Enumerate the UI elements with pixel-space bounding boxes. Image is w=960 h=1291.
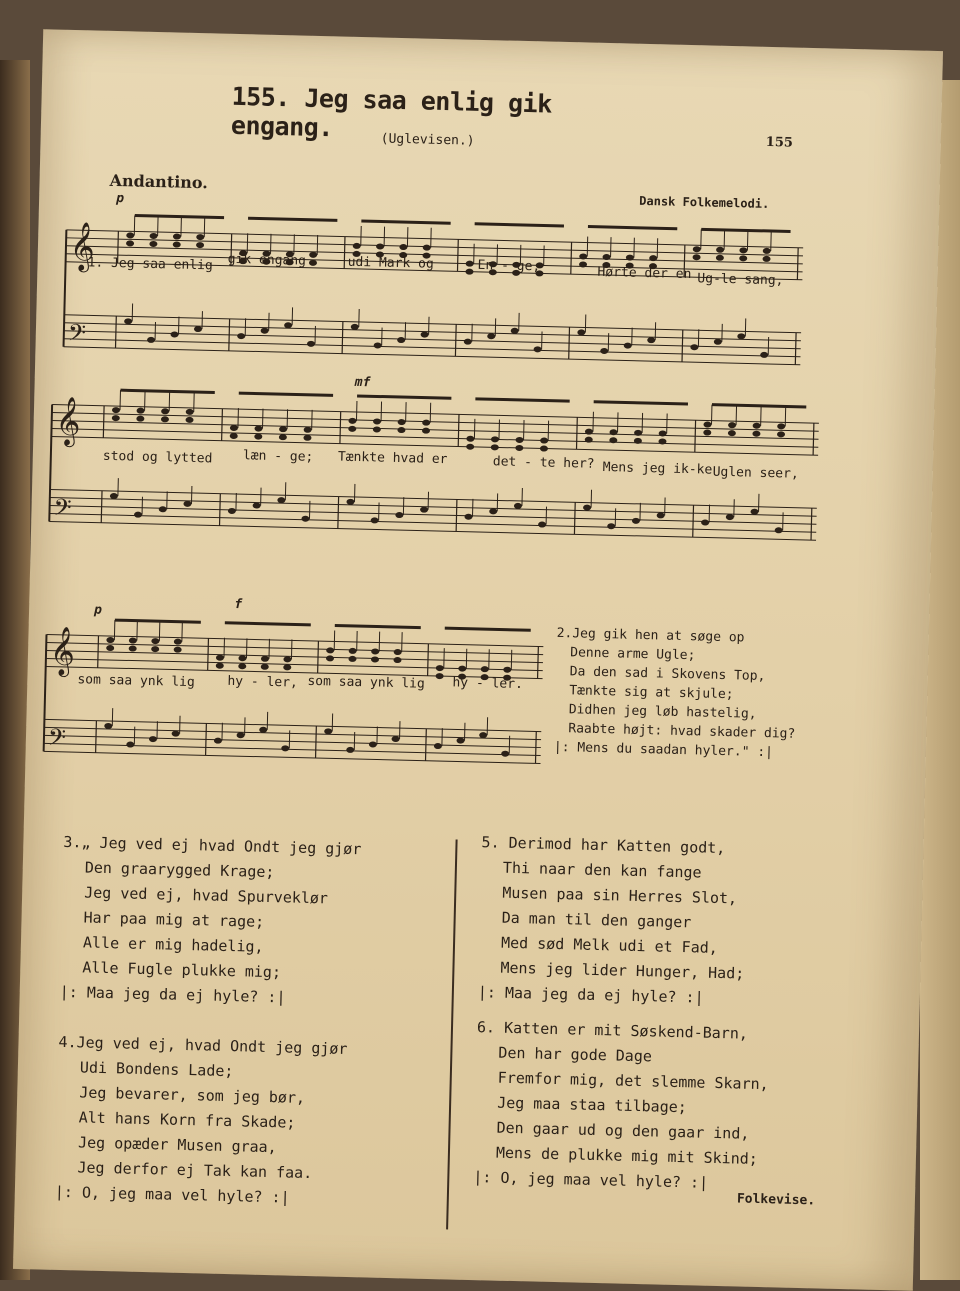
bass-note <box>726 514 734 520</box>
bass-note <box>228 508 236 514</box>
bass-note <box>501 751 509 757</box>
bass-barline <box>795 333 796 365</box>
treble-note <box>126 232 134 238</box>
system-bracket <box>64 230 67 347</box>
note-beam <box>588 227 677 229</box>
treble-barline <box>428 644 429 676</box>
bass-note <box>760 352 768 358</box>
verse-5-line-7: |: Maa jeg da ej hyle? :| <box>478 980 744 1011</box>
verse-3-line-7: |: Maa jeg da ej hyle? :| <box>59 980 358 1012</box>
treble-note <box>703 421 711 427</box>
lyric-s1-4: En - ge, <box>477 258 540 275</box>
note-beam <box>135 215 224 217</box>
note-beam <box>225 623 311 625</box>
lyric-s2-5: Mens jeg ik-ke <box>603 460 713 478</box>
treble-note <box>348 426 356 432</box>
treble-barline <box>571 242 572 274</box>
bass-note <box>172 731 180 737</box>
bass-clef-icon: 𝄢 <box>67 319 86 352</box>
bass-note <box>647 337 655 343</box>
treble-note <box>161 408 169 414</box>
treble-note <box>373 418 381 424</box>
staff-system-1-svg <box>55 200 809 378</box>
bass-note <box>690 344 698 350</box>
treble-note <box>422 428 430 434</box>
bass-staff-line <box>64 347 801 365</box>
verse-3 <box>59 830 361 1012</box>
treble-barline <box>103 406 104 438</box>
treble-note <box>349 648 357 654</box>
verse-4-line-5: Jeg opæder Musen graa, <box>56 1130 346 1162</box>
lyric-s3-1: som saa ynk lig <box>77 672 195 690</box>
verse-5-line-2: Thi naar den kan fange <box>481 855 747 886</box>
treble-note <box>106 637 114 643</box>
bass-note <box>183 501 191 507</box>
note-beam <box>115 620 201 622</box>
bass-note <box>534 346 542 352</box>
bass-note <box>511 328 519 334</box>
treble-note <box>216 663 224 669</box>
treble-staff-line <box>52 421 819 440</box>
bass-note <box>583 505 591 511</box>
treble-note <box>136 416 144 422</box>
treble-note <box>283 656 291 662</box>
treble-barline <box>457 239 458 271</box>
treble-note <box>515 445 523 451</box>
verse-5 <box>478 830 748 1011</box>
lyric-s2-1: stod og lytted <box>103 449 213 467</box>
treble-note <box>397 427 405 433</box>
bass-note <box>261 328 269 334</box>
bass-note <box>110 493 118 499</box>
bass-staff-line <box>64 339 801 357</box>
bass-note <box>307 341 315 347</box>
note-beam <box>475 224 564 226</box>
bass-note <box>346 747 354 753</box>
bass-note <box>538 521 546 527</box>
treble-note <box>326 647 334 653</box>
bass-note <box>487 333 495 339</box>
verse-4-line-2: Udi Bondens Lade; <box>58 1055 348 1087</box>
treble-note <box>481 666 489 672</box>
treble-note <box>196 242 204 248</box>
treble-note <box>716 247 724 253</box>
treble-note <box>515 437 523 443</box>
treble-note <box>348 656 356 662</box>
treble-note <box>540 437 548 443</box>
treble-barline <box>577 417 578 449</box>
lyric-s2-3: Tænkte hvad er <box>338 450 448 468</box>
treble-note <box>752 431 760 437</box>
treble-note <box>326 655 334 661</box>
note-beam <box>120 390 214 392</box>
verse-5-line-4: Da man til den ganger <box>479 905 745 936</box>
treble-note <box>137 408 145 414</box>
treble-note <box>739 255 747 261</box>
dynamic-f: f <box>234 597 242 612</box>
treble-note <box>466 444 474 450</box>
verse-2-line-5: Didhen jeg løb hastelig, <box>555 700 796 725</box>
treble-note <box>129 645 137 651</box>
treble-note <box>230 433 238 439</box>
treble-note <box>238 655 246 661</box>
bass-note <box>281 745 289 751</box>
treble-barline <box>695 420 696 452</box>
music-system-3 <box>35 604 549 791</box>
note-beam <box>594 402 688 404</box>
treble-note <box>254 433 262 439</box>
treble-note <box>129 637 137 643</box>
bass-note <box>126 741 134 747</box>
bass-barline <box>101 491 102 523</box>
bass-note <box>750 509 758 515</box>
treble-note <box>777 423 785 429</box>
treble-note <box>126 240 134 246</box>
verse-3-line-1: 3.„ Jeg ved ej hvad Ondt jeg gjør <box>63 830 362 862</box>
bass-note <box>371 517 379 523</box>
bass-note <box>600 348 608 354</box>
note-beam <box>701 229 790 231</box>
verse-3-line-4: Har paa mig at rage; <box>61 905 360 937</box>
treble-note <box>348 418 356 424</box>
verse-6 <box>473 1015 770 1197</box>
system-bracket <box>49 405 52 522</box>
treble-note <box>466 261 474 267</box>
bass-note <box>237 732 245 738</box>
bass-note <box>346 499 354 505</box>
bass-note <box>577 329 585 335</box>
lyric-s3-3: som saa ynk lig <box>307 674 425 692</box>
bass-note <box>632 518 640 524</box>
treble-barline <box>538 646 539 678</box>
treble-note <box>777 431 785 437</box>
bass-note <box>514 503 522 509</box>
lyric-s1-2: gik engang <box>228 252 307 269</box>
treble-note <box>423 245 431 251</box>
bass-note <box>489 508 497 514</box>
bass-note <box>301 516 309 522</box>
attribution: Folkevise. <box>737 1191 816 1208</box>
bass-note <box>456 738 464 744</box>
verse-2-line-7: |: Mens du saadan hyler." :| <box>554 738 795 763</box>
verse-6-line-7: |: O, jeg maa vel hyle? :| <box>473 1165 766 1197</box>
treble-note <box>394 649 402 655</box>
treble-note <box>151 646 159 652</box>
lyric-s1-1: 1. Jeg saa enlig <box>87 255 213 273</box>
treble-note <box>393 657 401 663</box>
verse-2-line-6: Raabte højt: hvad skader dig? <box>554 719 795 744</box>
note-beam <box>712 405 806 407</box>
treble-note <box>703 429 711 435</box>
verse-6-line-6: Mens de plukke mig mit Skind; <box>474 1140 767 1172</box>
treble-note <box>216 655 224 661</box>
treble-note <box>112 415 120 421</box>
bass-barline <box>220 494 221 526</box>
tempo-marking: Andantino. <box>109 171 208 192</box>
treble-note <box>309 252 317 258</box>
note-beam <box>361 221 450 223</box>
bass-barline <box>455 324 456 356</box>
note-beam <box>248 218 337 220</box>
lyric-s1-5: Hørte der en <box>597 265 691 282</box>
treble-note <box>106 645 114 651</box>
treble-note <box>309 260 317 266</box>
song-title: 155. Jeg saa enlig gik engang. <box>231 82 652 150</box>
bass-note <box>397 337 405 343</box>
treble-note <box>399 244 407 250</box>
bass-note <box>737 333 745 339</box>
treble-note <box>762 256 770 262</box>
treble-note <box>185 417 193 423</box>
song-subtitle: (Uglevisen.) <box>381 131 475 148</box>
treble-note <box>149 241 157 247</box>
treble-clef-icon: 𝄞 <box>49 626 75 678</box>
bass-barline <box>693 505 694 537</box>
treble-note <box>196 234 204 240</box>
bass-note <box>374 342 382 348</box>
verse-3-line-3: Jeg ved ej, hvad Spurveklør <box>62 880 361 912</box>
page-number: 155 <box>766 135 793 151</box>
verse-2-line-3: Da den sad i Skovens Top, <box>556 662 797 687</box>
treble-note <box>279 434 287 440</box>
bass-note <box>624 342 632 348</box>
treble-barline <box>222 409 223 441</box>
treble-note <box>173 241 181 247</box>
verse-4-line-7: |: O, jeg maa vel hyle? :| <box>55 1180 345 1212</box>
bass-note <box>701 519 709 525</box>
bass-barline <box>569 327 570 359</box>
verse-5-line-3: Musen paa sin Herres Slot, <box>480 880 746 911</box>
bass-note <box>464 514 472 520</box>
verse-5-line-6: Mens jeg lider Hunger, Had; <box>478 955 744 986</box>
music-system-1 <box>55 200 809 378</box>
bass-note <box>775 527 783 533</box>
bass-note <box>134 512 142 518</box>
bass-note <box>434 743 442 749</box>
verse-3-line-2: Den graarygged Krage; <box>63 855 362 887</box>
treble-note <box>373 426 381 432</box>
lyric-s3-2: hy - ler, <box>227 674 298 691</box>
treble-note <box>371 648 379 654</box>
treble-clef-icon: 𝄞 <box>69 221 95 273</box>
verse-2-line-2: Denne arme Ugle; <box>556 643 797 668</box>
treble-note <box>174 639 182 645</box>
note-beam <box>445 628 531 630</box>
bass-note <box>391 736 399 742</box>
verse-4-line-1: 4.Jeg ved ej, hvad Ondt jeg gjør <box>58 1030 348 1062</box>
treble-note <box>436 665 444 671</box>
treble-note <box>279 426 287 432</box>
verse-3-line-5: Alle er mig hadelig, <box>61 930 360 962</box>
verse-3-line-6: Alle Fugle plukke mig; <box>60 955 359 987</box>
bass-note <box>259 727 267 733</box>
treble-note <box>174 647 182 653</box>
verse-4-line-6: Jeg derfor ej Tak kan faa. <box>55 1155 345 1187</box>
bass-note <box>714 339 722 345</box>
treble-barline <box>98 636 99 668</box>
bass-note <box>194 326 202 332</box>
treble-note <box>283 664 291 670</box>
treble-staff-line <box>52 429 819 448</box>
treble-note <box>716 255 724 261</box>
bass-note <box>124 318 132 324</box>
bass-barline <box>316 726 317 758</box>
bass-barline <box>342 322 343 354</box>
treble-note <box>303 435 311 441</box>
treble-note <box>353 243 361 249</box>
bass-staff-line <box>49 521 816 540</box>
treble-note <box>261 664 269 670</box>
treble-note <box>186 409 194 415</box>
treble-note <box>728 430 736 436</box>
note-beam <box>239 393 333 395</box>
bass-barline <box>338 497 339 529</box>
treble-note <box>151 638 159 644</box>
treble-note <box>173 233 181 239</box>
bass-clef-icon: 𝄢 <box>53 494 72 527</box>
treble-barline <box>318 641 319 673</box>
treble-note <box>491 444 499 450</box>
treble-note <box>753 423 761 429</box>
treble-note <box>491 436 499 442</box>
bass-note <box>369 741 377 747</box>
bass-note <box>607 523 615 529</box>
bass-staff-line <box>50 489 817 508</box>
bass-note <box>657 512 665 518</box>
treble-note <box>422 420 430 426</box>
bass-barline <box>116 316 117 348</box>
treble-note <box>261 656 269 662</box>
bass-note <box>149 736 157 742</box>
treble-barline <box>344 237 345 269</box>
bass-note <box>324 728 332 734</box>
bass-barline <box>206 723 207 755</box>
note-beam <box>357 396 451 398</box>
note-beam <box>475 399 569 401</box>
treble-barline <box>458 414 459 446</box>
bass-note <box>351 324 359 330</box>
treble-barline <box>797 248 798 280</box>
verse-6-line-5: Den gaar ud og den gaar ind, <box>474 1115 767 1147</box>
bass-note <box>421 332 429 338</box>
bass-note <box>159 506 167 512</box>
bass-note <box>420 507 428 513</box>
treble-note <box>112 407 120 413</box>
staff-system-3-svg <box>35 604 549 791</box>
dynamic-p-3: p <box>94 603 102 618</box>
dynamic-mf: mf <box>355 375 371 390</box>
verse-4-line-4: Alt hans Korn fra Skade; <box>56 1105 346 1137</box>
treble-note <box>230 425 238 431</box>
treble-note <box>739 247 747 253</box>
lyric-s2-6: Uglen seer, <box>712 465 798 482</box>
treble-note <box>436 673 444 679</box>
lyric-s3-4: hy - ler. <box>452 675 523 692</box>
verse-2 <box>554 624 798 763</box>
treble-note <box>728 422 736 428</box>
treble-note <box>540 445 548 451</box>
bass-barline <box>811 508 812 540</box>
lyric-s1-6: Ug-le sang, <box>697 271 783 288</box>
verse-6-line-2: Den har gode Dage <box>476 1040 769 1072</box>
treble-note <box>254 425 262 431</box>
bass-note <box>284 322 292 328</box>
verse-6-line-4: Jeg maa staa tilbage; <box>475 1090 768 1122</box>
bass-barline <box>426 729 427 761</box>
bass-note <box>277 497 285 503</box>
treble-note <box>371 656 379 662</box>
lyric-s2-2: læn - ge; <box>243 448 314 465</box>
bass-note <box>479 732 487 738</box>
treble-note <box>376 243 384 249</box>
treble-note <box>465 269 473 275</box>
bass-note <box>104 723 112 729</box>
verse-6-line-3: Fremfor mig, det slemme Skarn, <box>475 1065 768 1097</box>
verse-5-line-5: Med sød Melk udi et Fad, <box>479 930 745 961</box>
bass-barline <box>96 721 97 753</box>
verse-5-line-1: 5. Derimod har Katten godt, <box>481 830 747 861</box>
composer-credit: Dansk Folkemelodi. <box>639 194 769 211</box>
bass-barline <box>535 731 536 763</box>
treble-note <box>150 233 158 239</box>
lyric-s1-3: udi Mark og <box>347 255 433 272</box>
treble-note <box>238 663 246 669</box>
bass-staff-line <box>64 315 801 333</box>
treble-note <box>693 254 701 260</box>
treble-note <box>693 246 701 252</box>
verse-4 <box>55 1030 348 1212</box>
system-bracket <box>44 634 47 751</box>
treble-barline <box>208 638 209 670</box>
dynamic-p-1: p <box>116 191 124 206</box>
verse-4-line-3: Jeg bevarer, som jeg bør, <box>57 1080 347 1112</box>
treble-note <box>763 248 771 254</box>
column-divider <box>446 840 458 1230</box>
treble-barline <box>340 412 341 444</box>
bass-barline <box>574 502 575 534</box>
verse-6-line-1: 6. Katten er mit Søskend-Barn, <box>477 1015 770 1047</box>
treble-note <box>398 419 406 425</box>
bass-note <box>147 337 155 343</box>
book-page <box>13 29 943 1291</box>
note-beam <box>335 625 421 627</box>
bass-note <box>253 502 261 508</box>
treble-note <box>458 666 466 672</box>
verse-2-line-1: 2.Jeg gik hen at søge op <box>556 624 797 649</box>
bass-clef-icon: 𝄢 <box>48 724 67 757</box>
treble-note <box>503 667 511 673</box>
treble-barline <box>813 423 814 455</box>
treble-note <box>304 427 312 433</box>
bass-note <box>464 339 472 345</box>
bass-note <box>214 738 222 744</box>
verse-2-line-4: Tænkte sig at skjule; <box>555 681 796 706</box>
treble-note <box>466 436 474 442</box>
bass-barline <box>229 319 230 351</box>
bass-barline <box>456 499 457 531</box>
treble-note <box>161 416 169 422</box>
bass-note <box>395 512 403 518</box>
treble-clef-icon: 𝄞 <box>55 396 81 448</box>
bass-note <box>170 331 178 337</box>
bass-note <box>237 333 245 339</box>
lyric-s2-4: det - te her? <box>493 454 595 471</box>
bass-barline <box>682 330 683 362</box>
